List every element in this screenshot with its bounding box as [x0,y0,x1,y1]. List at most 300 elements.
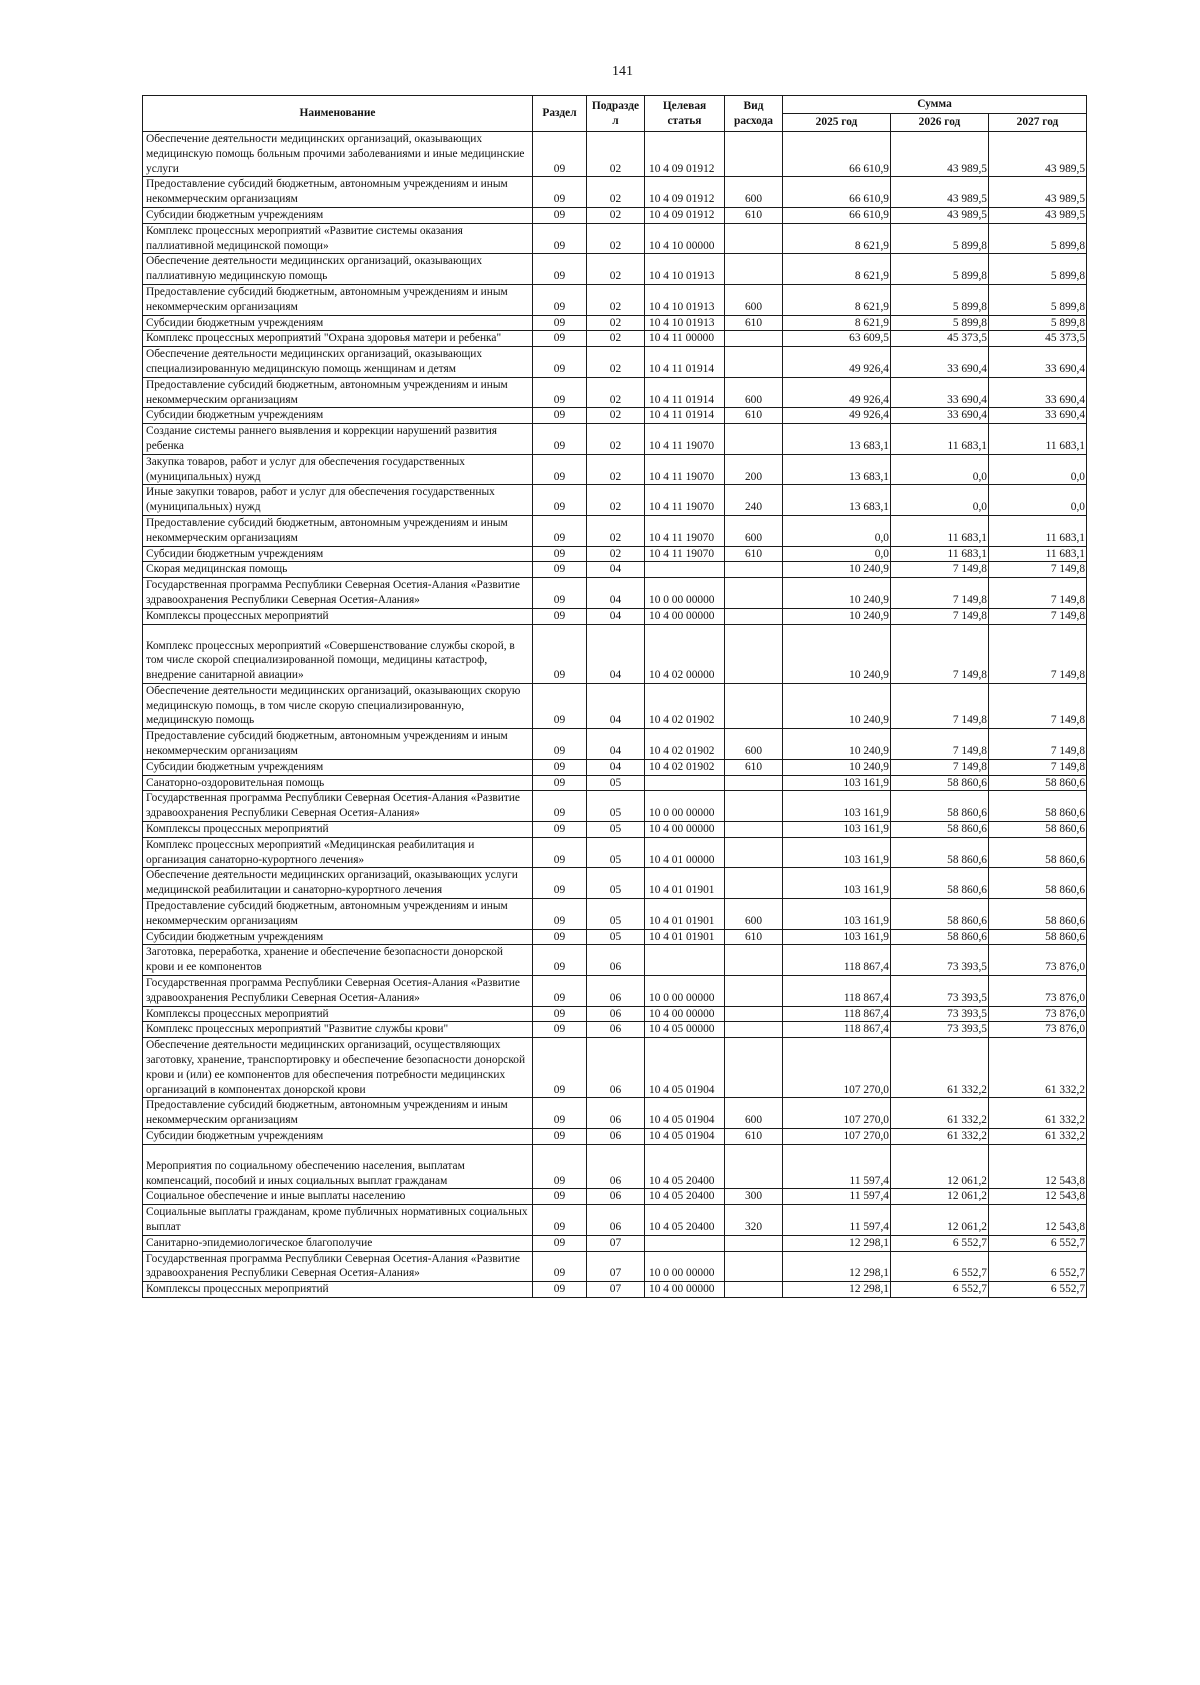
row-kind [725,1144,783,1189]
row-kind [725,132,783,177]
row-section: 09 [533,624,587,683]
table-row [143,1251,1087,1282]
row-kind: 600 [725,899,783,930]
row-subsection: 02 [587,284,645,315]
row-section: 09 [533,515,587,546]
row-kind [725,223,783,254]
row-name: Комплекс процессных мероприятий "Охрана здоровья матери и ребенка" [143,331,533,347]
row-sum-2027: 58 860,6 [989,791,1087,822]
row-subsection: 06 [587,1129,645,1145]
row-kind [725,254,783,285]
row-sum-2025: 11 597,4 [783,1189,891,1205]
row-sum-2025: 107 270,0 [783,1098,891,1129]
row-section: 09 [533,976,587,1007]
row-sum-2027: 11 683,1 [989,546,1087,562]
table-row [143,562,1087,578]
table-row [143,624,1087,683]
row-sum-2027: 73 876,0 [989,1022,1087,1038]
row-subsection: 02 [587,485,645,516]
table-row [143,1038,1087,1098]
row-subsection: 05 [587,775,645,791]
row-sum-2025: 66 610,9 [783,177,891,208]
table-row [143,791,1087,822]
row-subsection: 05 [587,868,645,899]
row-subsection: 02 [587,315,645,331]
row-section: 09 [533,791,587,822]
row-name: Комплексы процессных мероприятий [143,822,533,838]
row-kind: 610 [725,315,783,331]
row-subsection: 02 [587,377,645,408]
row-section: 09 [533,759,587,775]
row-section: 09 [533,1098,587,1129]
row-target [645,562,725,578]
row-kind [725,822,783,838]
row-target: 10 4 00 00000 [645,1282,725,1298]
row-name: Субсидии бюджетным учреждениям [143,759,533,775]
row-target [645,1235,725,1251]
row-name: Комплекс процессных мероприятий "Развитие службы крови" [143,1022,533,1038]
row-kind: 610 [725,546,783,562]
header-name: Наименование [143,96,533,132]
row-section: 09 [533,377,587,408]
row-name: Санитарно-эпидемиологическое благополучие [143,1235,533,1251]
row-kind: 300 [725,1189,783,1205]
row-section: 09 [533,1189,587,1205]
row-section: 09 [533,562,587,578]
budget-table [142,95,1087,1298]
row-sum-2026: 12 061,2 [891,1189,989,1205]
row-sum-2025: 12 298,1 [783,1235,891,1251]
row-section: 09 [533,1235,587,1251]
row-subsection: 02 [587,254,645,285]
row-name: Предоставление субсидий бюджетным, автономным учреждениям и иным некоммерческим организациям [143,284,533,315]
row-target: 10 4 05 20400 [645,1189,725,1205]
row-sum-2027: 7 149,8 [989,608,1087,624]
row-name: Субсидии бюджетным учреждениям [143,408,533,424]
row-target: 10 4 11 01914 [645,408,725,424]
row-kind [725,837,783,868]
row-section: 09 [533,945,587,976]
row-sum-2027: 7 149,8 [989,562,1087,578]
table-row [143,1144,1087,1189]
row-sum-2025: 10 240,9 [783,608,891,624]
row-sum-2025: 103 161,9 [783,868,891,899]
row-name: Создание системы раннего выявления и коррекции нарушений развития ребенка [143,424,533,455]
row-sum-2027: 58 860,6 [989,775,1087,791]
row-name: Субсидии бюджетным учреждениям [143,1129,533,1145]
row-section: 09 [533,822,587,838]
row-sum-2027: 5 899,8 [989,315,1087,331]
row-section: 09 [533,284,587,315]
row-sum-2025: 103 161,9 [783,822,891,838]
table-row [143,132,1087,177]
row-target: 10 4 11 01914 [645,347,725,378]
table-row [143,1098,1087,1129]
row-kind [725,683,783,728]
row-subsection: 05 [587,899,645,930]
row-name: Предоставление субсидий бюджетным, автономным учреждениям и иным некоммерческим организациям [143,377,533,408]
row-name: Обеспечение деятельности медицинских организаций, оказывающих паллиативную медицинскую помощь [143,254,533,285]
row-name: Комплекс процессных мероприятий «Медицинская реабилитация и организация санаторно-курортного лечения» [143,837,533,868]
row-sum-2026: 5 899,8 [891,315,989,331]
row-section: 09 [533,608,587,624]
row-section: 09 [533,315,587,331]
row-sum-2026: 58 860,6 [891,775,989,791]
row-target: 10 4 01 01901 [645,899,725,930]
row-sum-2027: 5 899,8 [989,284,1087,315]
row-kind [725,945,783,976]
row-sum-2026: 73 393,5 [891,1022,989,1038]
row-subsection: 02 [587,546,645,562]
row-section: 09 [533,1205,587,1236]
row-kind: 600 [725,377,783,408]
row-name: Обеспечение деятельности медицинских организаций, оказывающих медицинскую помощь больным прочими заболеваниями и иные медицинские услуги [143,132,533,177]
row-target: 10 4 02 00000 [645,624,725,683]
row-section: 09 [533,1006,587,1022]
header-2027: 2027 год [989,114,1087,132]
row-sum-2027: 6 552,7 [989,1251,1087,1282]
header-kind: Вид расхода [725,96,783,132]
row-sum-2025: 118 867,4 [783,976,891,1007]
row-name: Государственная программа Республики Северная Осетия-Алания «Развитие здравоохранения Республики Северная Осетия-Алания» [143,578,533,609]
row-name: Закупка товаров, работ и услуг для обеспечения государственных (муниципальных) нужд [143,454,533,485]
row-kind [725,1006,783,1022]
row-kind [725,347,783,378]
row-sum-2025: 12 298,1 [783,1251,891,1282]
row-sum-2027: 33 690,4 [989,377,1087,408]
row-sum-2025: 13 683,1 [783,424,891,455]
table-row [143,608,1087,624]
row-sum-2027: 0,0 [989,485,1087,516]
row-sum-2025: 11 597,4 [783,1205,891,1236]
row-target: 10 0 00 00000 [645,1251,725,1282]
row-kind [725,331,783,347]
row-kind: 610 [725,759,783,775]
table-row [143,254,1087,285]
row-kind [725,1251,783,1282]
row-sum-2025: 107 270,0 [783,1038,891,1098]
table-row [143,929,1087,945]
header-subsection: Подразде л [587,96,645,132]
row-kind: 600 [725,729,783,760]
header-2025: 2025 год [783,114,891,132]
row-subsection: 04 [587,729,645,760]
row-name: Субсидии бюджетным учреждениям [143,929,533,945]
row-sum-2025: 0,0 [783,546,891,562]
row-section: 09 [533,683,587,728]
row-target: 10 0 00 00000 [645,578,725,609]
row-name: Комплекс процессных мероприятий «Совершенствование службы скорой, в том числе скорой специализированной помощи, медицины катастроф, внедрение санитарной авиации» [143,624,533,683]
row-sum-2025: 49 926,4 [783,408,891,424]
row-name: Комплекс процессных мероприятий «Развитие системы оказания паллиативной медицинской помощи» [143,223,533,254]
table-row [143,1022,1087,1038]
row-sum-2027: 58 860,6 [989,837,1087,868]
row-name: Комплексы процессных мероприятий [143,1282,533,1298]
row-name: Социальное обеспечение и иные выплаты населению [143,1189,533,1205]
table-row [143,424,1087,455]
row-sum-2026: 58 860,6 [891,822,989,838]
header-target: Целевая статья [645,96,725,132]
row-sum-2027: 61 332,2 [989,1098,1087,1129]
header-sum: Сумма [783,96,1087,114]
row-target: 10 4 05 00000 [645,1022,725,1038]
row-subsection: 02 [587,454,645,485]
row-section: 09 [533,408,587,424]
row-sum-2026: 12 061,2 [891,1144,989,1189]
row-sum-2025: 103 161,9 [783,929,891,945]
row-sum-2025: 66 610,9 [783,132,891,177]
row-sum-2026: 11 683,1 [891,515,989,546]
row-sum-2027: 43 989,5 [989,132,1087,177]
row-name: Обеспечение деятельности медицинских организаций, оказывающих услуги медицинской реабилитации и санаторно-курортного лечения [143,868,533,899]
row-name: Социальные выплаты гражданам, кроме публичных нормативных социальных выплат [143,1205,533,1236]
table-row [143,899,1087,930]
row-sum-2027: 58 860,6 [989,929,1087,945]
row-sum-2027: 43 989,5 [989,207,1087,223]
row-sum-2025: 13 683,1 [783,485,891,516]
row-sum-2025: 103 161,9 [783,899,891,930]
row-sum-2027: 33 690,4 [989,347,1087,378]
row-section: 09 [533,868,587,899]
row-sum-2027: 7 149,8 [989,683,1087,728]
row-subsection: 07 [587,1282,645,1298]
row-sum-2025: 10 240,9 [783,578,891,609]
row-kind [725,976,783,1007]
row-sum-2025: 11 597,4 [783,1144,891,1189]
row-sum-2025: 10 240,9 [783,729,891,760]
row-sum-2026: 58 860,6 [891,868,989,899]
row-name: Предоставление субсидий бюджетным, автономным учреждениям и иным некоммерческим организациям [143,729,533,760]
row-subsection: 06 [587,1006,645,1022]
row-section: 09 [533,1022,587,1038]
row-kind [725,1235,783,1251]
row-target: 10 0 00 00000 [645,791,725,822]
row-subsection: 06 [587,1098,645,1129]
row-subsection: 06 [587,1038,645,1098]
table-row [143,315,1087,331]
row-target: 10 4 01 01901 [645,929,725,945]
row-sum-2025: 0,0 [783,515,891,546]
table-row [143,546,1087,562]
row-kind [725,1022,783,1038]
row-sum-2026: 73 393,5 [891,945,989,976]
row-section: 09 [533,899,587,930]
row-sum-2026: 11 683,1 [891,546,989,562]
row-target: 10 4 00 00000 [645,608,725,624]
row-kind [725,578,783,609]
row-kind [725,562,783,578]
table-row [143,331,1087,347]
row-sum-2026: 5 899,8 [891,284,989,315]
row-section: 09 [533,1251,587,1282]
row-subsection: 02 [587,408,645,424]
row-sum-2027: 7 149,8 [989,624,1087,683]
row-subsection: 02 [587,207,645,223]
row-target: 10 4 10 00000 [645,223,725,254]
row-kind [725,624,783,683]
row-section: 09 [533,177,587,208]
row-sum-2027: 12 543,8 [989,1205,1087,1236]
row-name: Скорая медицинская помощь [143,562,533,578]
table-row [143,377,1087,408]
row-sum-2026: 73 393,5 [891,1006,989,1022]
row-sum-2025: 8 621,9 [783,254,891,285]
row-subsection: 07 [587,1251,645,1282]
table-row [143,1235,1087,1251]
row-name: Государственная программа Республики Северная Осетия-Алания «Развитие здравоохранения Республики Северная Осетия-Алания» [143,1251,533,1282]
row-target: 10 4 05 20400 [645,1144,725,1189]
row-sum-2027: 7 149,8 [989,578,1087,609]
row-subsection: 02 [587,331,645,347]
row-section: 09 [533,132,587,177]
row-sum-2026: 43 989,5 [891,207,989,223]
row-kind: 240 [725,485,783,516]
row-sum-2025: 66 610,9 [783,207,891,223]
row-sum-2026: 5 899,8 [891,223,989,254]
row-sum-2027: 58 860,6 [989,822,1087,838]
row-subsection: 04 [587,578,645,609]
row-sum-2027: 0,0 [989,454,1087,485]
row-sum-2026: 61 332,2 [891,1129,989,1145]
row-name: Обеспечение деятельности медицинских организаций, осуществляющих заготовку, хранение, транспортировку и обеспечение безопасности донорской крови и (или) ее компонентов для обеспечения потребности медицинских организаций в компонентах донорской крови [143,1038,533,1098]
row-target: 10 4 02 01902 [645,683,725,728]
row-sum-2027: 58 860,6 [989,899,1087,930]
row-sum-2027: 58 860,6 [989,868,1087,899]
table-row [143,223,1087,254]
row-sum-2026: 33 690,4 [891,377,989,408]
row-sum-2026: 61 332,2 [891,1038,989,1098]
row-sum-2027: 7 149,8 [989,759,1087,775]
row-kind: 320 [725,1205,783,1236]
row-target: 10 4 01 00000 [645,837,725,868]
row-sum-2026: 73 393,5 [891,976,989,1007]
row-section: 09 [533,578,587,609]
row-target: 10 4 11 19070 [645,515,725,546]
row-sum-2025: 118 867,4 [783,945,891,976]
row-section: 09 [533,775,587,791]
row-target: 10 4 10 01913 [645,254,725,285]
row-sum-2025: 8 621,9 [783,284,891,315]
row-sum-2026: 6 552,7 [891,1235,989,1251]
row-kind [725,1282,783,1298]
row-sum-2026: 7 149,8 [891,578,989,609]
row-subsection: 05 [587,837,645,868]
row-subsection: 02 [587,132,645,177]
row-kind [725,1038,783,1098]
row-name: Субсидии бюджетным учреждениям [143,546,533,562]
row-subsection: 02 [587,515,645,546]
row-section: 09 [533,454,587,485]
row-kind: 600 [725,1098,783,1129]
row-name: Комплексы процессных мероприятий [143,1006,533,1022]
row-sum-2025: 107 270,0 [783,1129,891,1145]
row-section: 09 [533,837,587,868]
table-row [143,578,1087,609]
row-section: 09 [533,331,587,347]
row-sum-2025: 118 867,4 [783,1022,891,1038]
table-row [143,945,1087,976]
row-sum-2025: 103 161,9 [783,775,891,791]
row-target: 10 4 00 00000 [645,822,725,838]
row-sum-2026: 6 552,7 [891,1282,989,1298]
row-kind: 600 [725,515,783,546]
row-subsection: 04 [587,562,645,578]
row-target: 10 4 10 01913 [645,284,725,315]
row-sum-2026: 58 860,6 [891,899,989,930]
row-sum-2025: 8 621,9 [783,315,891,331]
row-section: 09 [533,347,587,378]
row-sum-2027: 33 690,4 [989,408,1087,424]
row-sum-2025: 10 240,9 [783,562,891,578]
row-section: 09 [533,485,587,516]
table-row [143,177,1087,208]
row-sum-2027: 73 876,0 [989,945,1087,976]
row-section: 09 [533,223,587,254]
row-subsection: 06 [587,1189,645,1205]
row-sum-2027: 12 543,8 [989,1144,1087,1189]
row-target: 10 4 02 01902 [645,729,725,760]
header-row-1 [143,96,1087,114]
table-row [143,347,1087,378]
row-sum-2025: 12 298,1 [783,1282,891,1298]
row-sum-2026: 0,0 [891,485,989,516]
header-2026: 2026 год [891,114,989,132]
row-target: 10 4 05 01904 [645,1098,725,1129]
row-sum-2025: 13 683,1 [783,454,891,485]
row-sum-2027: 73 876,0 [989,976,1087,1007]
row-kind: 610 [725,408,783,424]
row-kind: 600 [725,177,783,208]
row-subsection: 06 [587,1205,645,1236]
row-kind: 610 [725,207,783,223]
row-sum-2027: 6 552,7 [989,1282,1087,1298]
row-sum-2026: 7 149,8 [891,562,989,578]
row-sum-2026: 5 899,8 [891,254,989,285]
row-kind: 610 [725,929,783,945]
row-section: 09 [533,254,587,285]
row-target: 10 4 11 19070 [645,485,725,516]
row-sum-2026: 33 690,4 [891,408,989,424]
row-name: Мероприятия по социальному обеспечению населения, выплатам компенсаций, пособий и иных социальных выплат гражданам [143,1144,533,1189]
table-row [143,976,1087,1007]
row-target: 10 4 05 01904 [645,1038,725,1098]
row-target: 10 4 05 20400 [645,1205,725,1236]
row-kind: 600 [725,284,783,315]
row-subsection: 02 [587,424,645,455]
row-name: Государственная программа Республики Северная Осетия-Алания «Развитие здравоохранения Республики Северная Осетия-Алания» [143,976,533,1007]
row-sum-2025: 103 161,9 [783,791,891,822]
row-subsection: 06 [587,1144,645,1189]
row-section: 09 [533,1038,587,1098]
row-sum-2027: 12 543,8 [989,1189,1087,1205]
row-sum-2026: 7 149,8 [891,759,989,775]
table-row [143,759,1087,775]
row-sum-2027: 61 332,2 [989,1129,1087,1145]
row-name: Предоставление субсидий бюджетным, автономным учреждениям и иным некоммерческим организациям [143,515,533,546]
table-row [143,1006,1087,1022]
table-row [143,454,1087,485]
row-target: 10 4 11 19070 [645,454,725,485]
table-row [143,822,1087,838]
row-target: 10 0 00 00000 [645,976,725,1007]
row-name: Комплексы процессных мероприятий [143,608,533,624]
row-section: 09 [533,424,587,455]
table-row [143,729,1087,760]
row-target [645,775,725,791]
row-sum-2026: 43 989,5 [891,177,989,208]
row-sum-2027: 73 876,0 [989,1006,1087,1022]
row-sum-2027: 5 899,8 [989,223,1087,254]
